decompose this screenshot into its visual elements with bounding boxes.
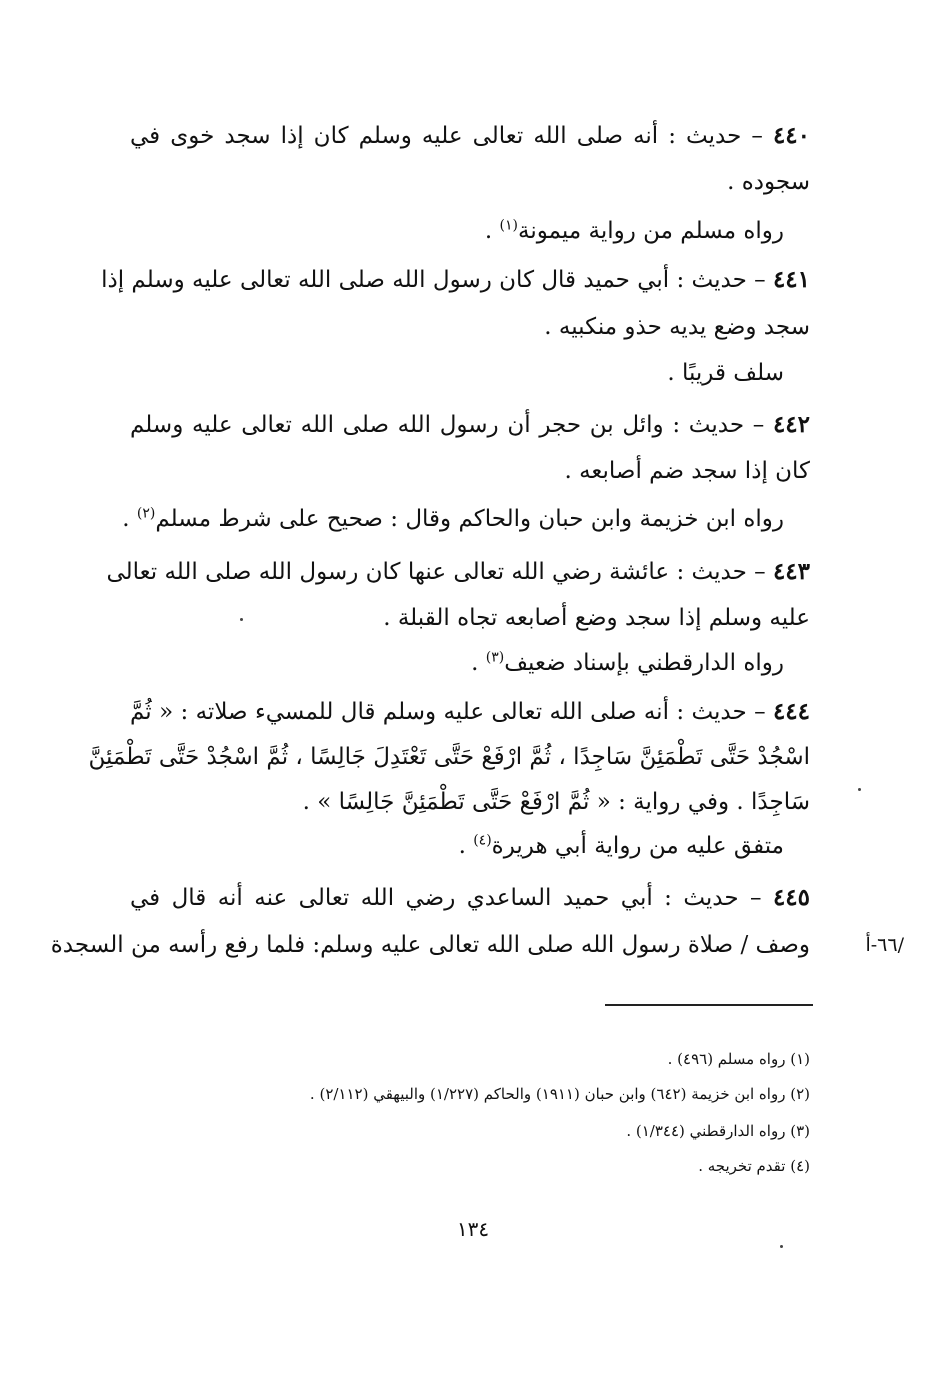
source-text: متفق عليه من رواية أبي هريرة [491, 833, 784, 859]
entry-number: ٤٤٤ [772, 698, 810, 725]
footnote-ref-1[interactable]: (١) [499, 217, 518, 234]
entry-text: – حديث : عائشة رضي الله تعالى عنها كان رسول الله صلى الله تعالى [106, 559, 766, 585]
entry-text: – حديث : أنه صلى الله تعالى عليه وسلم كان إذا سجد خوى في [130, 123, 763, 149]
entry-441-line-2: سجد وضع يديه حذو منكبيه . [544, 314, 810, 340]
entry-text: – حديث : أنه صلى الله تعالى عليه وسلم قال للمسيء صلاته : « ثُمَّ [130, 699, 766, 725]
scan-speck [240, 618, 243, 621]
entry-444-source [130, 831, 784, 861]
entry-445-line-1 [130, 883, 810, 913]
entry-443-line-2: عليه وسلم إذا سجد وضع أصابعه تجاه القبلة . [383, 605, 810, 631]
source-tail: . [458, 833, 474, 859]
entry-445-line-2: وصف / صلاة رسول الله صلى الله تعالى عليه وسلم: فلما رفع رأسه من السجدة [50, 932, 810, 958]
source-tail: . [122, 506, 137, 532]
footnote-3: (٣) رواه الدارقطني (١/٣٤٤) . [626, 1122, 810, 1140]
entry-441-line-1 [101, 265, 810, 295]
entry-440-line-1 [130, 121, 810, 151]
entry-440-source [130, 216, 784, 246]
footnote-ref-3[interactable]: (٣) [485, 649, 505, 666]
scan-speck [858, 788, 861, 791]
footnote-1: (١) رواه مسلم (٤٩٦) . [667, 1050, 810, 1068]
scan-speck [780, 1245, 783, 1248]
source-text: سلف قريبًا . [667, 360, 784, 386]
source-tail: . [484, 218, 500, 244]
footnote-ref-4[interactable]: (٤) [473, 832, 492, 849]
folio-margin-note: /٦٦-أ [865, 934, 904, 956]
entry-444-line-1 [130, 697, 810, 727]
entry-text: – حديث : أبي حميد قال كان رسول الله صلى الله تعالى عليه وسلم إذا [101, 267, 766, 293]
entry-442-source [122, 504, 784, 534]
source-text: رواه الدارقطني بإسناد ضعيف [504, 650, 784, 676]
entry-440-line-2: سجوده . [727, 169, 810, 195]
page-number: ١٣٤ [456, 1217, 490, 1241]
entry-number: ٤٤٣ [772, 558, 810, 585]
entry-443-source [130, 648, 784, 678]
entry-444-line-3: سَاجِدًا . وفي رواية : « ثُمَّ ارْفَعْ حَتَّى تَطْمَئِنَّ جَالِسًا » . [302, 789, 810, 815]
footnote-separator [605, 1004, 813, 1006]
source-tail: . [471, 650, 486, 676]
entry-442-line-2: كان إذا سجد ضم أصابعه . [564, 458, 810, 484]
entry-number: ٤٤١ [772, 266, 810, 293]
entry-text: – حديث : وائل بن حجر أن رسول الله صلى الله تعالى عليه وسلم [130, 412, 765, 438]
entry-444-line-2: اسْجُدْ حَتَّى تَطْمَئِنَّ سَاجِدًا ، ثُمَّ ارْفَعْ حَتَّى تَعْتَدِلَ جَالِسًا ، ثُمَّ اسْجُدْ حَتَّى تَطْمَئِنَّ [88, 744, 810, 770]
entry-441-source [130, 358, 784, 388]
entry-442-line-1 [130, 410, 810, 440]
entry-443-line-1 [106, 557, 810, 587]
footnote-4: (٤) تقدم تخريجه . [698, 1157, 810, 1175]
source-text: رواه ابن خزيمة وابن حبان والحاكم وقال : صحيح على شرط مسلم [155, 506, 784, 532]
entry-number: ٤٤٢ [772, 411, 810, 438]
entry-number: ٤٤٠ [772, 122, 810, 149]
footnote-ref-2[interactable]: (٢) [136, 505, 156, 522]
entry-number: ٤٤٥ [772, 884, 810, 911]
source-text: رواه مسلم من رواية ميمونة [518, 218, 784, 244]
footnote-2: (٢) رواه ابن خزيمة (٦٤٢) وابن حبان (١٩١١) والحاكم (١/٢٢٧) والبيهقي (٢/١١٢) . [309, 1085, 810, 1103]
entry-text: – حديث : أبي حميد الساعدي رضي الله تعالى عنه أنه قال في [130, 885, 762, 911]
